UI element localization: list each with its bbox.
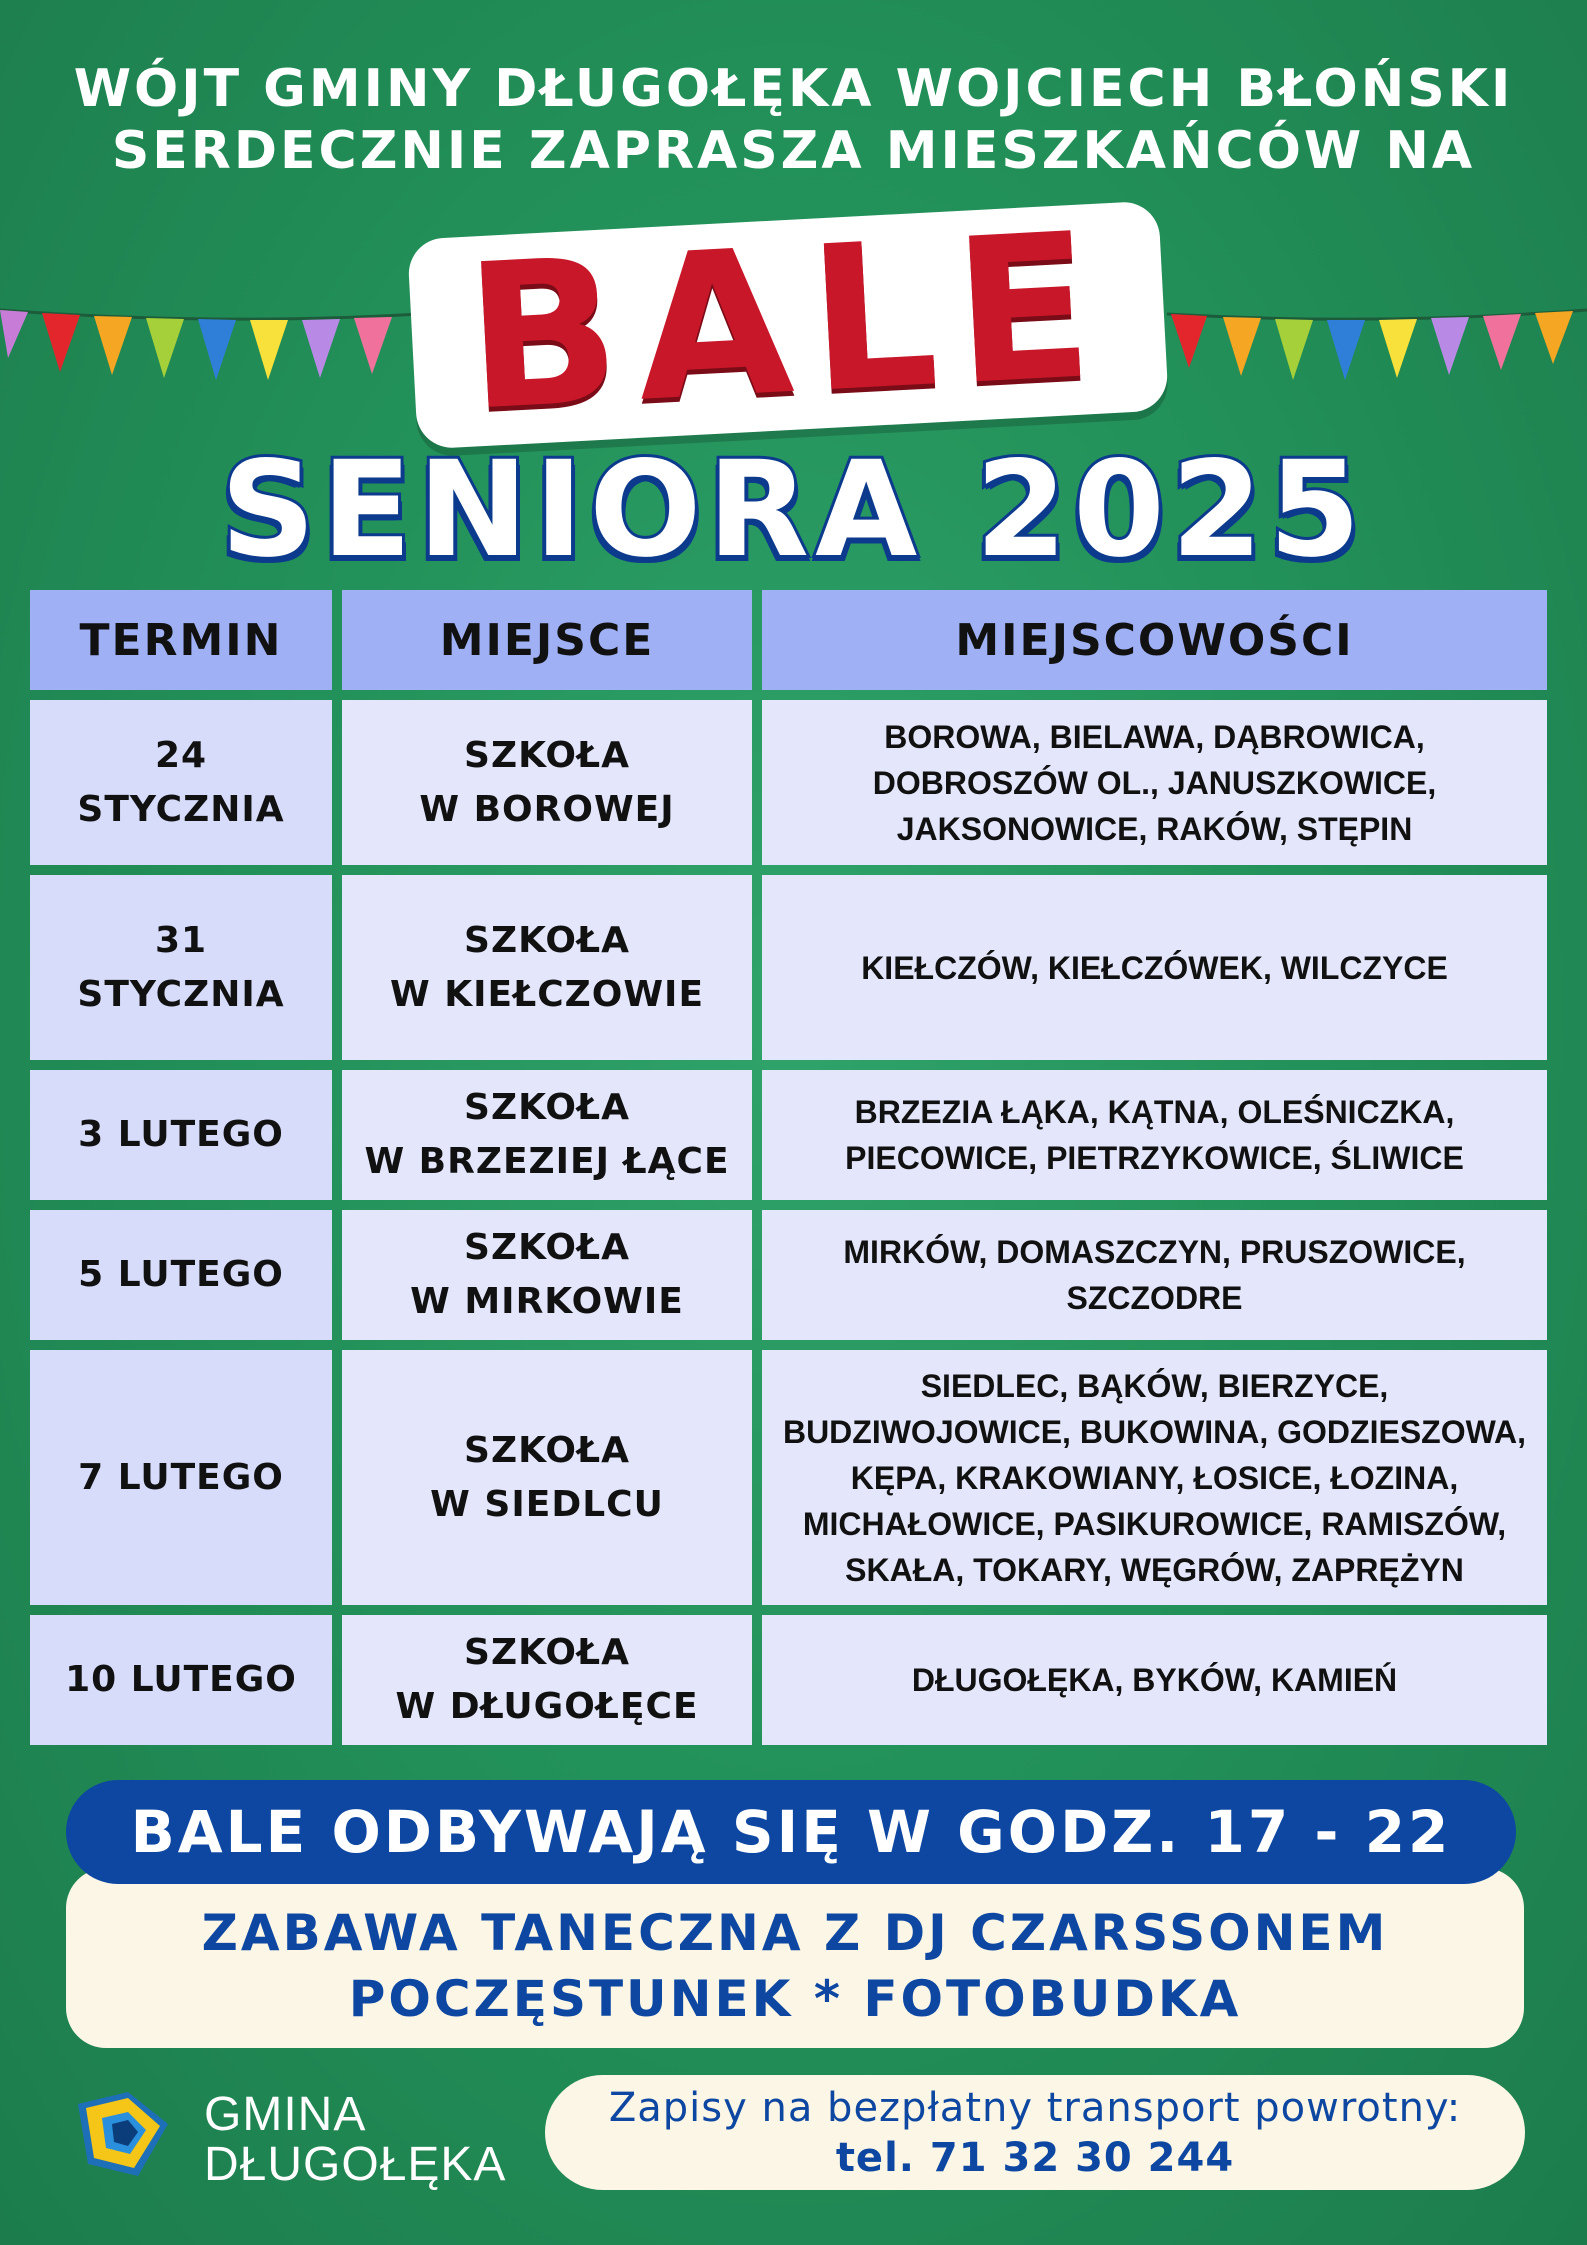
bunting-left-decoration — [0, 300, 420, 400]
logo-line-1: GMINA — [204, 2088, 367, 2141]
header-line-1: WÓJT GMINY DŁUGOŁĘKA WOJCIECH BŁOŃSKI — [73, 59, 1514, 119]
place-line: SZKOŁA — [464, 1429, 630, 1471]
place-cell — [342, 875, 752, 1060]
villages-cell — [762, 1615, 1547, 1745]
place-line: SZKOŁA — [464, 1087, 630, 1128]
place-line: W SIEDLCU — [430, 1483, 664, 1525]
transport-phone: tel. 71 32 30 244 — [835, 2135, 1235, 2181]
villages-line: MICHAŁOWICE, PASIKUROWICE, RAMISZÓW, — [802, 1505, 1507, 1542]
villages-cell — [762, 1070, 1547, 1200]
place-line: SZKOŁA — [464, 734, 630, 776]
schedule-table — [20, 580, 1557, 1755]
villages-cell — [762, 1210, 1547, 1340]
villages-cell — [762, 1350, 1547, 1605]
date-cell — [30, 1350, 332, 1605]
villages-line: KĘPA, KRAKOWIANY, ŁOSICE, ŁOZINA, — [850, 1459, 1459, 1496]
villages-line: SKAŁA, TOKARY, WĘGRÓW, ZAPRĘŻYN — [845, 1551, 1464, 1588]
place-line: SZKOŁA — [464, 1227, 630, 1268]
place-line: W BOROWEJ — [419, 788, 675, 830]
date-line: 5 LUTEGO — [78, 1254, 284, 1295]
villages-line: BUDZIWOJOWICE, BUKOWINA, GODZIESZOWA, — [782, 1413, 1527, 1450]
date-line: 3 LUTEGO — [78, 1114, 284, 1155]
header-line-2: SERDECZNIE ZAPRASZA MIESZKAŃCÓW NA — [111, 121, 1476, 181]
date-line: 10 LUTEGO — [65, 1659, 297, 1700]
villages-line: DŁUGOŁĘKA, BYKÓW, KAMIEŃ — [911, 1662, 1398, 1698]
place-line: SZKOŁA — [464, 919, 630, 961]
place-line: W DŁUGOŁĘCE — [395, 1686, 699, 1727]
villages-line: SZCZODRE — [1066, 1280, 1243, 1316]
place-line: W KIEŁCZOWIE — [389, 973, 705, 1015]
place-cell — [342, 1615, 752, 1745]
place-line: W BRZEZIEJ ŁĄCE — [364, 1141, 730, 1182]
table-row — [30, 1615, 1547, 1745]
date-line: 24 — [154, 734, 208, 776]
date-line: STYCZNIA — [77, 973, 285, 1015]
title-main: BALE — [460, 189, 1116, 456]
extras-line-2: POCZĘSTUNEK * FOTOBUDKA — [348, 1970, 1242, 2028]
table-row — [30, 1350, 1547, 1605]
column-header-miejscowosci: MIEJSCOWOŚCI — [762, 590, 1547, 690]
table-row — [30, 700, 1547, 865]
bunting-right-decoration — [1167, 300, 1587, 400]
date-cell — [30, 875, 332, 1060]
gmina-logo-text — [204, 2090, 506, 2190]
villages-line: BRZEZIA ŁĄKA, KĄTNA, OLEŚNICZKA, — [854, 1094, 1455, 1130]
date-cell — [30, 1070, 332, 1200]
date-cell — [30, 700, 332, 865]
table-row — [30, 1210, 1547, 1340]
date-line: 31 — [154, 919, 208, 961]
table-row — [30, 1070, 1547, 1200]
date-cell — [30, 1615, 332, 1745]
column-header-miejsce: MIEJSCE — [342, 590, 752, 690]
place-cell — [342, 1070, 752, 1200]
date-line: STYCZNIA — [77, 788, 285, 830]
title-sub: SENIORA 2025 — [220, 433, 1367, 587]
transport-label: Zapisy na bezpłatny transport powrotny: — [608, 2085, 1462, 2131]
place-cell — [342, 700, 752, 865]
column-header-termin: TERMIN — [30, 590, 332, 690]
villages-line: JAKSONOWICE, RAKÓW, STĘPIN — [896, 810, 1413, 847]
villages-line: PIECOWICE, PIETRZYKOWICE, ŚLIWICE — [845, 1140, 1464, 1176]
date-cell — [30, 1210, 332, 1340]
logo-line-2: DŁUGOŁĘKA — [204, 2138, 507, 2191]
hours-banner: BALE ODBYWAJĄ SIĘ W GODZ. 17 - 22 — [66, 1780, 1516, 1884]
table-row — [30, 875, 1547, 1060]
date-line: 7 LUTEGO — [78, 1456, 284, 1498]
extras-line-1: ZABAWA TANECZNA Z DJ CZARSSONEM — [201, 1904, 1389, 1962]
villages-cell — [762, 700, 1547, 865]
place-cell — [342, 1350, 752, 1605]
gmina-dlugoleka-logo-icon — [68, 2084, 178, 2184]
place-line: W MIRKOWIE — [410, 1281, 684, 1322]
place-line: SZKOŁA — [464, 1632, 630, 1673]
villages-line: SIEDLEC, BĄKÓW, BIERZYCE, — [920, 1367, 1389, 1404]
transport-info-panel — [545, 2075, 1525, 2190]
villages-cell — [762, 875, 1547, 1060]
villages-line: MIRKÓW, DOMASZCZYN, PRUSZOWICE, — [843, 1234, 1466, 1270]
villages-line: DOBROSZÓW OL., JANUSZKOWICE, — [872, 764, 1437, 801]
table-header-row — [30, 590, 1547, 690]
place-cell — [342, 1210, 752, 1340]
villages-line: BOROWA, BIELAWA, DĄBROWICA, — [884, 718, 1425, 755]
villages-line: KIEŁCZÓW, KIEŁCZÓWEK, WILCZYCE — [861, 949, 1448, 986]
